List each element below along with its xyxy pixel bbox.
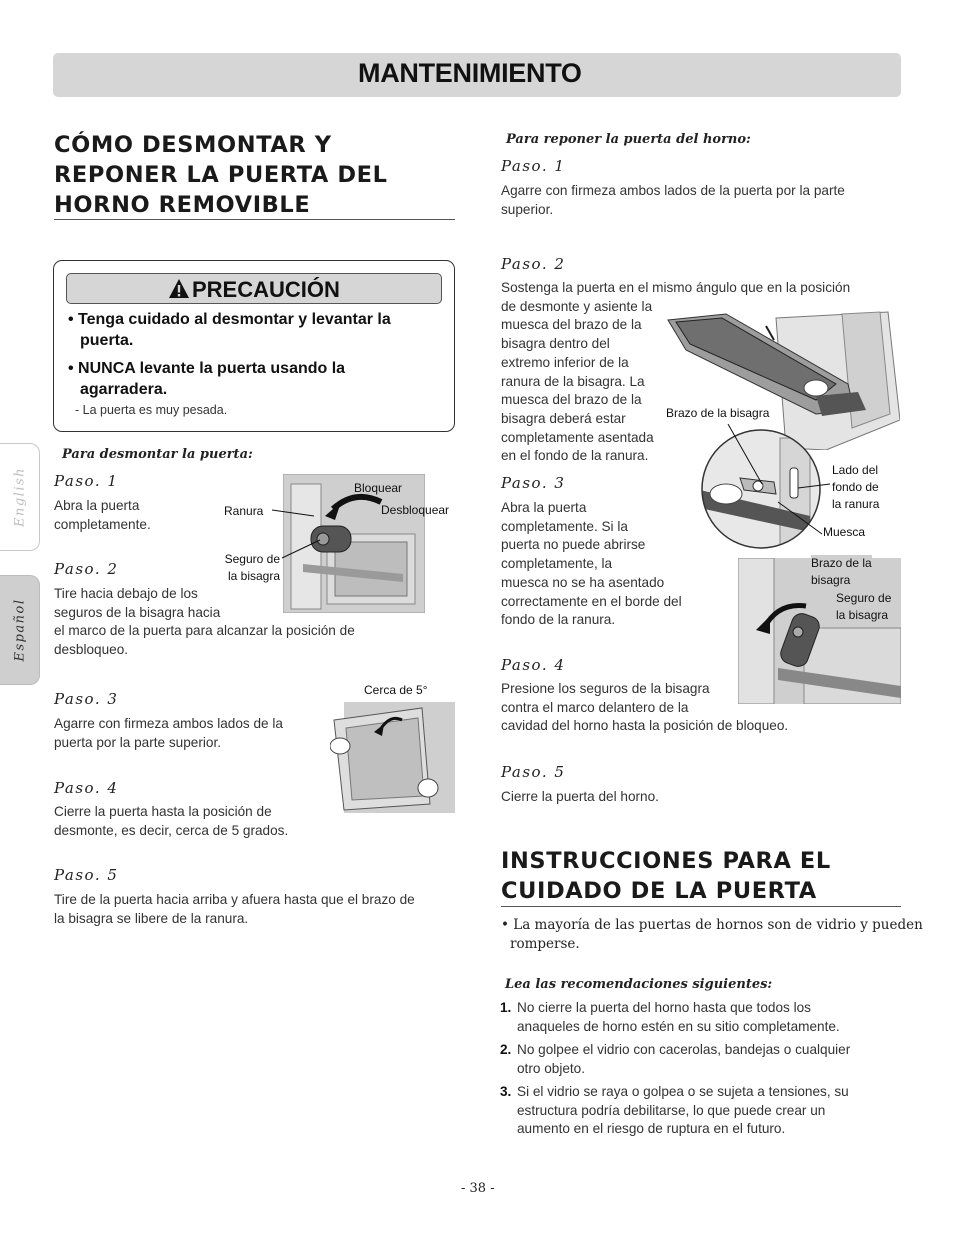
caution-line: • NUNCA levante la puerta usando la [68,360,346,377]
tab-english[interactable] [0,443,40,551]
caution-box [53,260,455,432]
warning-icon [168,278,190,300]
care-item-number: 3. [500,1084,512,1099]
text-line: Tire hacia debajo de los [54,586,198,601]
page-number: - 38 - [461,1181,495,1196]
remove-step-5-text [54,891,415,928]
caution-line: agarradera. [80,381,168,398]
text-line: Abra la puerta [501,500,587,515]
text-line: anaqueles de horno estén en su sitio completamente. [517,1018,840,1034]
text-line: bisagra dentro del [501,336,610,352]
main-heading-line: HORNO REMOVIBLE [54,192,311,218]
text-line: Agarre con firmeza ambos lados de la puerta por la parte [501,183,845,198]
label-desbloquear: Desbloquear [381,503,450,517]
remove-step-5-title: Paso. 5 [54,866,119,884]
text-line: el marco de la puerta para alcanzar la posición de [54,623,355,639]
text-line: Abra la puerta [54,498,140,513]
replace-step-1-text [501,182,845,219]
replace-step-1-title: Paso. 1 [501,157,566,175]
care-bullet [501,916,923,954]
text-line: correctamente en el borde del [501,593,682,609]
tab-english-label: English [12,466,27,528]
care-item-3 [500,1083,900,1139]
care-item-1 [500,999,900,1036]
remove-step-3-title: Paso. 3 [54,690,119,708]
label-cerca-5: Cerca de 5° [364,683,428,697]
text-line: puerta no puede abrirse [501,537,646,553]
label-seguro-bisagra-2 [836,590,891,624]
text-line: Agarre con firmeza ambos lados de la [54,716,283,731]
caution-note: - La puerta es muy pesada. [75,403,228,417]
label-lado-fondo [832,462,879,513]
replace-step-4-title: Paso. 4 [501,656,566,674]
tab-espanol-label: Español [12,598,27,662]
text-line: otro objeto. [517,1060,586,1076]
text-line: ranura de la bisagra. La [501,373,645,389]
text-line: de desmonte y asiente la [501,298,653,314]
text-line: No golpee el vidrio con cacerolas, bandejas o cualquier [517,1042,851,1057]
text-line: muesca del brazo de la [501,317,642,333]
leader-lines [270,500,330,560]
section-banner [53,53,901,97]
text-line: cavidad del horno hasta la posición de bloqueo. [501,718,789,734]
care-item-number: 2. [500,1042,512,1057]
text-line: superior. [501,201,554,217]
text-line: Sostenga la puerta en el mismo ángulo que en la posición [501,280,851,295]
caution-item [68,358,345,400]
label-line: la bisagra [227,569,280,583]
remove-step-4-title: Paso. 4 [54,779,119,797]
text-line: completamente. [54,516,151,532]
text-line: bisagra deberá estar [501,410,626,426]
main-heading [54,130,388,220]
text-line: contra el marco delantero de la [501,699,689,715]
label-line: la bisagra [836,608,889,622]
label-ranura: Ranura [224,504,264,518]
label-line: Brazo de la [811,556,872,570]
label-line: Seguro de [836,591,892,605]
remove-step-4-text [54,803,288,840]
caution-line: • Tenga cuidado al desmontar y levantar la [68,311,391,328]
care-item-number: 1. [500,1000,512,1015]
remove-step-3-text [54,715,283,752]
replace-step-3-text [501,499,682,630]
door-angle-illustration [330,700,455,813]
caution-bar [66,273,442,304]
caution-line: puerta. [80,332,134,349]
care-item-2 [500,1041,900,1078]
care-lead: Lea las recomendaciones siguientes: [505,977,773,992]
label-brazo-bisagra-2 [811,555,872,589]
text-line: fondo de la ranura. [501,612,616,628]
replace-step-5-text [501,788,659,807]
section-title: MANTENIMIENTO [358,58,582,88]
text-line: aumento en el riesgo de ruptura en el futuro. [517,1121,786,1137]
label-line: Seguro de [224,552,280,566]
tab-espanol[interactable] [0,575,40,685]
remove-step-1-title: Paso. 1 [54,472,119,490]
care-heading-line: INSTRUCCIONES PARA EL [501,848,831,874]
label-bloquear: Bloquear [354,481,403,495]
notch-leader-lines [726,422,836,542]
replace-step-5-title: Paso. 5 [501,763,566,781]
main-heading-line: REPONER LA PUERTA DEL [54,162,388,188]
text-line: la bisagra se libere de la ranura. [54,910,249,926]
label-line: Lado del [832,463,879,477]
caution-title: PRECAUCIÓN [192,277,340,302]
text-line: estructura podría debilitarse, lo que puede crear un [517,1102,826,1118]
heading-rule [54,219,455,220]
label-muesca: Muesca [823,525,866,539]
replace-step-2-title: Paso. 2 [501,255,566,273]
text-line: • La mayoría de las puertas de hornos son de vidrio y pueden [501,917,923,933]
text-line: muesca no se ha asentado [501,574,665,590]
text-line: en el fondo de la ranura. [501,448,649,464]
text-line: muesca del brazo de la [501,392,642,408]
text-line: extremo inferior de la [501,354,629,370]
label-line: fondo de [832,480,879,494]
text-line: Cierre la puerta hasta la posición de [54,804,272,819]
text-line: No cierre la puerta del horno hasta que todos los [517,1000,811,1015]
replace-lead: Para reponer la puerta del horno: [506,132,751,147]
text-line: Cierre la puerta del horno. [501,789,659,804]
care-heading-rule [501,906,901,907]
label-line: la ranura [832,497,880,511]
main-heading-line: CÓMO DESMONTAR Y [54,132,332,158]
care-heading-line: CUIDADO DE LA PUERTA [501,878,817,904]
text-line: completamente, la [501,556,613,572]
caution-item [68,309,391,351]
replace-step-3-title: Paso. 3 [501,474,566,492]
text-line: completamente. Si la [501,518,628,534]
text-line: desmonte, es decir, cerca de 5 grados. [54,822,289,838]
label-line: bisagra [811,573,851,587]
text-line: Presione los seguros de la bisagra [501,681,710,696]
remove-lead: Para desmontar la puerta: [62,447,253,462]
text-line: completamente asentada [501,429,654,445]
label-brazo-bisagra: Brazo de la bisagra [666,406,770,420]
text-line: desbloqueo. [54,642,129,658]
remove-step-2-title: Paso. 2 [54,560,119,578]
text-line: Tire de la puerta hacia arriba y afuera hasta que el brazo de [54,892,415,907]
text-line: seguros de la bisagra hacia [54,604,221,620]
text-line: Si el vidrio se raya o golpea o se sujeta a tensiones, su [517,1084,849,1099]
care-heading [501,846,831,906]
text-line: puerta por la parte superior. [54,734,222,750]
remove-step-1-text [54,497,151,534]
text-line: romperse. [510,936,580,952]
